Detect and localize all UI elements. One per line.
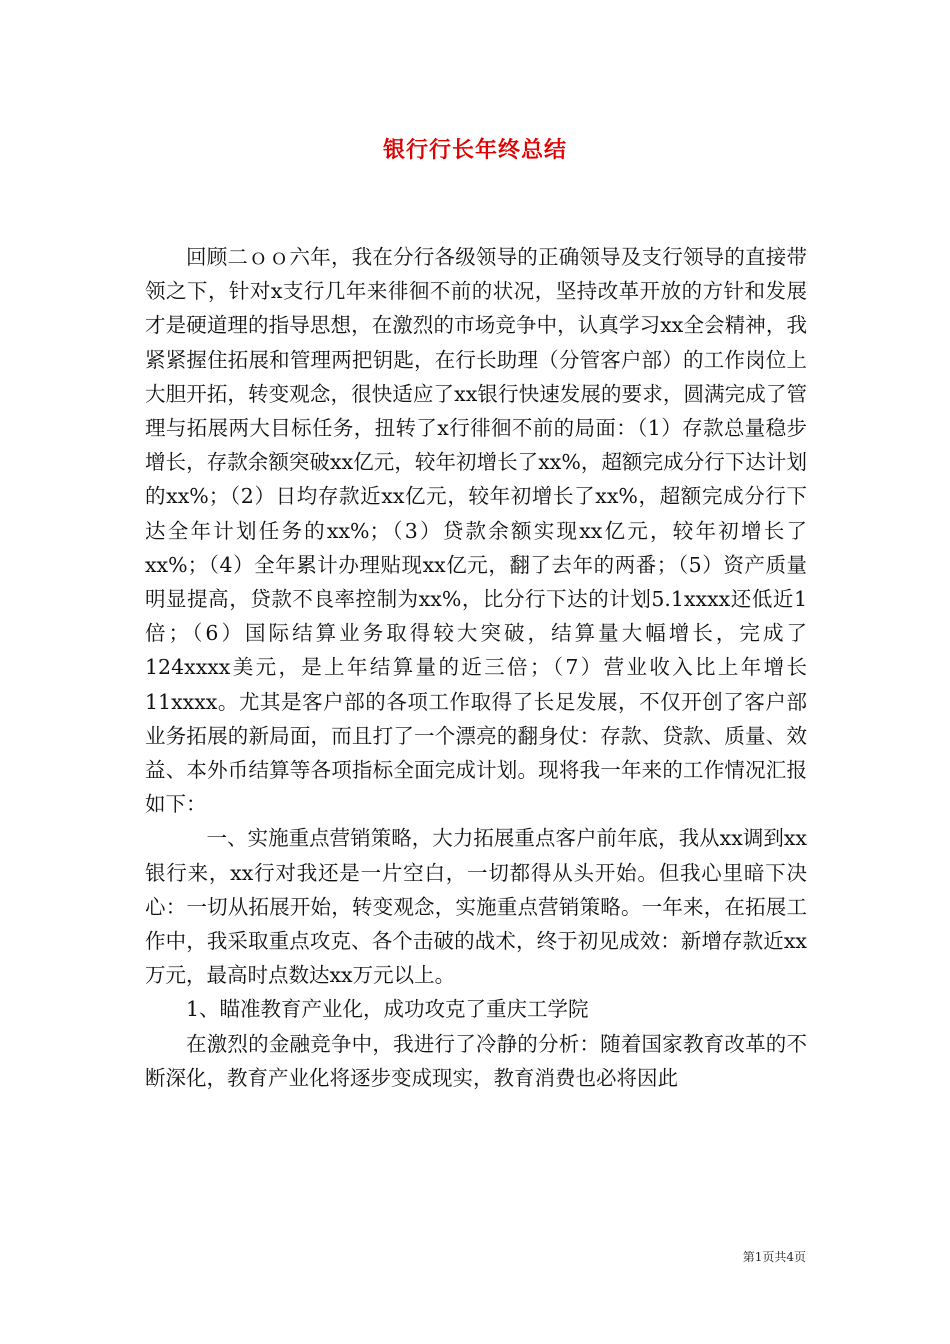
paragraph-competition-analysis: 在激烈的金融竞争中，我进行了冷静的分析：随着国家教育改革的不断深化，教育产业化将逐步变成现实，教育消费也必将因此 bbox=[145, 1031, 807, 1090]
paragraph-review: 回顾二ｏｏ六年，我在分行各级领导的正确领导及支行领导的直接带领之下，针对x支行几年来徘徊不前的状况，坚持改革开放的方针和发展才是硬道理的指导思想，在激烈的市场竞争中，认真学习xx全会精神，我紧紧握住拓展和管理两把钥匙，在行长助理（分管客户部）的工作岗位上大胆开拓，转变观念，很快适应了xx银行快速发展的要求，圆满完成了管理与拓展两大目标任务，扭转了x行徘徊不前的局面：（1）存款总量稳步增长，存款余额突破xx亿元，较年初增长了xx%，超额完成分行下达计划的xx%；（2）日均存款近xx亿元，较年初增长了xx%，超额完成分行下达全年计划任务的xx%；（3）贷款余额实现xx亿元，较年初增长了xx%；（4）全年累计办理贴现xx亿元，翻了去年的两番；（5）资产质量明显提高，贷款不良率控制为xx%，比分行下达的计划5.1xxxx还低近1倍；（6）国际结算业务取得较大突破，结算量大幅增长，完成了124xxxx美元，是上年结算量的近三倍；（7）营业收入比上年增长11xxxx。尤其是客户部的各项工作取得了长足发展，不仅开创了客户部业务拓展的新局面，而且打了一个漂亮的翻身仗：存款、贷款、质量、效益、本外币结算等各项指标全面完成计划。现将我一年来的工作情况汇报如下： bbox=[145, 245, 807, 817]
document-body bbox=[145, 240, 807, 1095]
paragraph-subheading-education: 1、瞄准教育产业化，成功攻克了重庆工学院 bbox=[186, 997, 589, 1022]
document-title: 银行行长年终总结 bbox=[382, 138, 567, 163]
page-number: 第1页共4页 bbox=[742, 1250, 806, 1264]
paragraph-section-one: 一、实施重点营销策略，大力拓展重点客户前年底，我从xx调到xx银行来，xx行对我还是一片空白，一切都得从头开始。但我心里暗下决心：一切从拓展开始，转变观念，实施重点营销策略。一年来，在拓展工作中，我采取重点攻克、各个击破的战术，终于初见成效：新增存款近xx万元，最高时点数达xx万元以上。 bbox=[145, 826, 807, 988]
